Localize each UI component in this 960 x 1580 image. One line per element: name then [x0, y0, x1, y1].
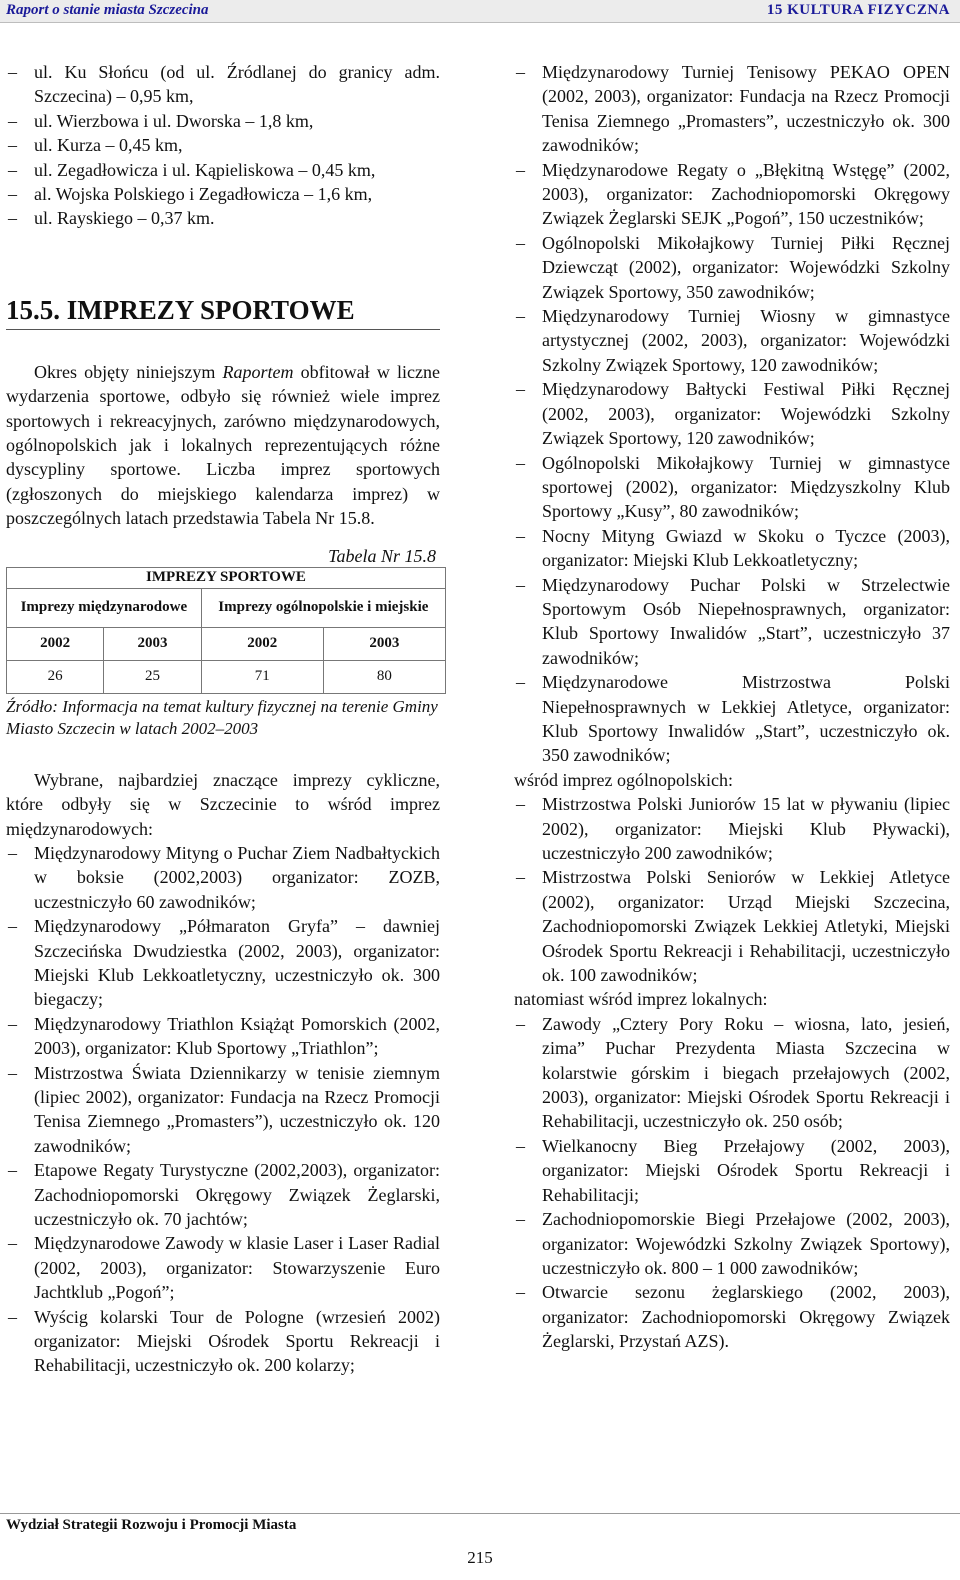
list-item: – Zawody „Cztery Pory Roku – wiosna, lato, jesień, zima” Puchar Prezydenta Miasta Szczecina w kolarstwie górskim i biegach przełajowych (2002, 2003), organizator: Miejski Ośrodek Sportu Rekreacji i Rehabilitacji, uczestniczyło ok. 250 osób;	[514, 1012, 950, 1134]
left-column	[6, 60, 440, 1378]
street-item: – ul. Rayskiego – 0,37 km.	[6, 206, 440, 230]
list-item: – Międzynarodowy Turniej Wiosny w gimnastyce artystycznej (2002, 2003), organizator: Wojewódzki Szkolny Związek Sportowy, 120 zawodników;	[514, 304, 950, 377]
intro-paragraph: Wybrane, najbardziej znaczące imprezy cykliczne, które odbyły się w Szczecinie to wśród imprez międzynarodowych:	[6, 769, 440, 839]
list-item: – Ogólnopolski Mikołajkowy Turniej Piłki Ręcznej Dziewcząt (2002), organizator: Wojewódzki Szkolny Związek Sportowy, 350 zawodników;	[514, 231, 950, 304]
list-item: – Międzynarodowe Zawody w klasie Laser i Laser Radial (2002, 2003), organizator: Stowarzyszenie Euro Jachtklub „Pogoń”;	[6, 1231, 440, 1304]
group-international: Imprezy międzynarodowe	[7, 588, 202, 627]
street-item: – ul. Ku Słońcu (od ul. Źródlanej do granicy adm. Szczecina) – 0,95 km,	[6, 60, 440, 109]
list-item: – Wielkanocny Bieg Przełajowy (2002, 2003), organizator: Miejski Ośrodek Sportu Rekreacji i Rehabilitacji;	[514, 1134, 950, 1207]
value-cell: 25	[104, 660, 201, 693]
street-item: – al. Wojska Polskiego i Zegadłowicza – 1,6 km,	[6, 182, 440, 206]
value-cell: 26	[7, 660, 104, 693]
page-number: 215	[467, 1548, 493, 1567]
table-source: Źródło: Informacja na temat kultury fizycznej na terenie Gminy Miasto Szczecin w latach 2002–2003	[6, 696, 438, 738]
international-events-list-continued	[514, 60, 950, 768]
list-item: – Wyścig kolarski Tour de Pologne (wrzesień 2002) organizator: Miejski Ośrodek Sportu Rekreacji i Rehabilitacji, uczestniczyło ok. 200 kolarzy;	[6, 1305, 440, 1378]
street-item: – ul. Wierzbowa i ul. Dworska – 1,8 km,	[6, 109, 440, 133]
paragraph-emphasis: Raportem	[222, 361, 294, 382]
year-cell: 2003	[104, 627, 201, 660]
list-item: – Mistrzostwa Polski Juniorów 15 lat w pływaniu (lipiec 2002), organizator: Miejski Klub Pływacki), uczestniczyło 200 zawodników;	[514, 792, 950, 865]
list-item: – Międzynarodowy Puchar Polski w Strzelectwie Sportowym Osób Niepełnosprawnych, organizator: Klub Sportowy Inwalidów „Start”, uczestniczyło 37 zawodników;	[514, 573, 950, 671]
list-item: – Międzynarodowe Mistrzostwa Polski Niepełnosprawnych w Lekkiej Atletyce, organizator: Klub Sportowy Inwalidów „Start”, uczestniczyło ok. 350 zawodników;	[514, 670, 950, 768]
paragraph-rest: obfitował w liczne wydarzenia sportowe, odbyło się również wiele imprez sportowych i rekreacyjnych, zarówno międzynarodowych, ogólnopolskich jak i lokalnych reprezentujących różne dyscypliny sportowe. Liczba imprez sportowych (zgłoszonych do miejskiego kalendarza imprez) w poszczególnych latach przedstawia Tabela Nr 15.8.	[6, 361, 440, 529]
national-heading: wśród imprez ogólnopolskich:	[514, 769, 733, 790]
running-header	[0, 0, 960, 23]
street-item: – ul. Zegadłowicza i ul. Kąpieliskowa – 0,45 km,	[6, 158, 440, 182]
footer-divider	[0, 1513, 960, 1514]
list-item: – Międzynarodowe Regaty o „Błękitną Wstęgę” (2002, 2003), organizator: Zachodniopomorski Okręgowy Związek Żeglarski SEJK „Pogoń”, 150 uczestników;	[514, 158, 950, 231]
paragraph-start: Okres objęty niniejszym	[34, 361, 223, 382]
right-column	[514, 60, 950, 1354]
value-cell: 80	[323, 660, 445, 693]
year-cell: 2002	[7, 627, 104, 660]
sport-events-table	[6, 567, 446, 694]
list-item: – Otwarcie sezonu żeglarskiego (2002, 2003), organizator: Zachodniopomorski Okręgowy Związek Żeglarski, Przystań AZS).	[514, 1280, 950, 1353]
section-paragraph	[6, 360, 440, 531]
table-row	[7, 660, 446, 693]
group-national-local: Imprezy ogólnopolskie i miejskie	[201, 588, 445, 627]
chapter-title: 15 KULTURA FIZYCZNA	[766, 2, 950, 18]
list-item: – Ogólnopolski Mikołajkowy Turniej w gimnastyce sportowej (2002), organizator: Międzyszkolny Klub Sportowy „Kusy”, 80 zawodników;	[514, 451, 950, 524]
list-item: – Mistrzostwa Świata Dziennikarzy w tenisie ziemnym (lipiec 2002), organizator: Fundacja na Rzecz Promocji Tenisa Ziemnego „Promasters”), uczestniczyło ok. 120 zawodników;	[6, 1061, 440, 1159]
list-item: – Międzynarodowy Mityng o Puchar Ziem Nadbałtyckich w boksie (2002,2003) organizator: ZOZB, uczestniczyło 60 zawodników;	[6, 841, 440, 914]
table-caption: Tabela Nr 15.8	[328, 545, 436, 566]
section-heading: 15.5. IMPREZY SPORTOWE	[6, 293, 440, 330]
table-title: IMPREZY SPORTOWE	[7, 567, 446, 588]
list-item: – Etapowe Regaty Turystyczne (2002,2003), organizator: Zachodniopomorski Okręgowy Związek Żeglarski, uczestniczyło ok. 70 jachtów;	[6, 1158, 440, 1231]
local-heading: natomiast wśród imprez lokalnych:	[514, 989, 768, 1010]
year-cell: 2003	[323, 627, 445, 660]
list-item: – Mistrzostwa Polski Seniorów w Lekkiej Atletyce (2002), organizator: Urząd Miejski Szczecina, Zachodniopomorski Związek Lekkiej Atletyki, Miejski Ośrodek Sportu Rekreacji i Rehabilitacji, uczestniczyło ok. 100 zawodników;	[514, 865, 950, 987]
table-year-row	[7, 627, 446, 660]
list-item: – Międzynarodowy Triathlon Książąt Pomorskich (2002, 2003), organizator: Klub Sportowy „Triathlon”;	[6, 1012, 440, 1061]
international-events-list	[6, 841, 440, 1378]
street-list	[6, 60, 440, 231]
local-events-list	[514, 1012, 950, 1354]
item-text: Międzynarodowy „Półmaraton Gryfa” – dawniej Szczecińska Dwudziestka (2002, 2003), organizator: Miejski Klub Lekkoatletyczny, uczestniczyło ok. 300 biegaczy;	[34, 916, 440, 1010]
list-item: – Zachodniopomorskie Biegi Przełajowe (2002, 2003), organizator: Wojewódzki Szkolny Związek Sportowy), uczestniczyło ok. 800 – 1 000 zawodników;	[514, 1207, 950, 1280]
list-item: – Międzynarodowy Bałtycki Festiwal Piłki Ręcznej (2002, 2003), organizator: Wojewódzki Szkolny Związek Sportowy, 120 zawodników;	[514, 377, 950, 450]
street-item: – ul. Kurza – 0,45 km,	[6, 133, 440, 157]
list-item	[6, 914, 440, 1012]
table-group-row	[7, 588, 446, 627]
year-cell: 2002	[201, 627, 323, 660]
list-item: – Nocny Mityng Gwiazd w Skoku o Tyczce (2003), organizator: Miejski Klub Lekkoatletyczny;	[514, 524, 950, 573]
report-title: Raport o stanie miasta Szczecina	[6, 2, 209, 18]
table-title-row	[7, 567, 446, 588]
list-item: – Międzynarodowy Turniej Tenisowy PEKAO OPEN (2002, 2003), organizator: Fundacja na Rzecz Promocji Tenisa Ziemnego „Promasters”, uczestniczyło ok. 300 zawodników;	[514, 60, 950, 158]
value-cell: 71	[201, 660, 323, 693]
footer-department: Wydział Strategii Rozwoju i Promocji Miasta	[6, 1517, 297, 1533]
national-events-list	[514, 792, 950, 987]
